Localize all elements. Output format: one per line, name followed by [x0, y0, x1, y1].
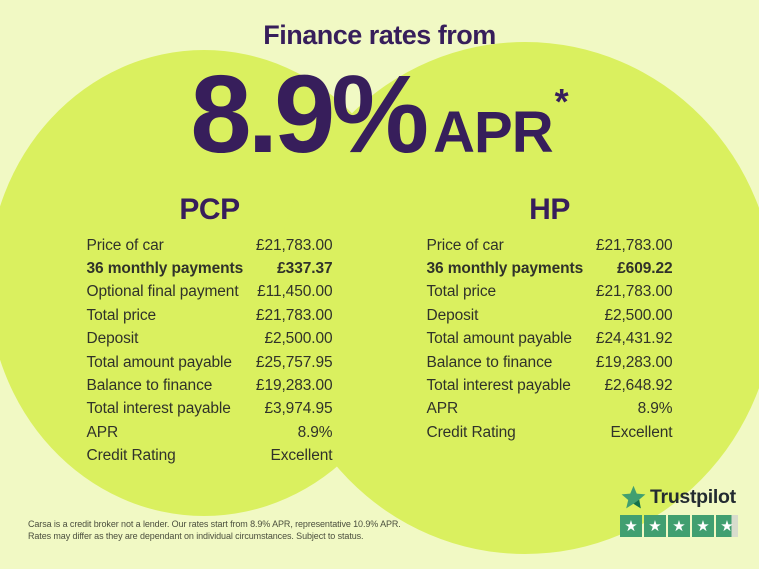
row-label: Optional final payment — [86, 283, 239, 301]
row-value: £2,648.92 — [604, 377, 673, 395]
row-label: APR — [86, 423, 119, 441]
table-row — [87, 234, 333, 257]
legal-disclaimer-line1: Carsa is a credit broker not a lender. Our rates start from 8.9% APR, representative 10.9% APR. — [28, 519, 401, 529]
legal-disclaimer — [28, 518, 428, 542]
row-label: Total price — [86, 306, 157, 324]
row-label: 36 monthly payments — [426, 260, 584, 278]
apr-rate-asterisk: * — [554, 81, 569, 122]
row-label: Deposit — [86, 330, 139, 348]
row-label: Total amount payable — [86, 353, 232, 371]
table-row — [427, 398, 673, 421]
star-icon: ★ — [720, 516, 734, 535]
finance-table-hp — [427, 193, 673, 468]
trustpilot-wordmark: Trustpilot — [650, 486, 736, 508]
trustpilot-star-box — [620, 515, 642, 537]
finance-tables — [10, 193, 749, 468]
row-label: Balance to finance — [86, 377, 213, 395]
trustpilot-star-box — [716, 515, 738, 537]
row-value: £337.37 — [277, 260, 333, 278]
row-value: £609.22 — [617, 260, 673, 278]
table-row — [427, 304, 673, 327]
table-rows-hp — [427, 234, 673, 445]
trustpilot-stars — [620, 515, 738, 537]
row-value: 8.9% — [637, 400, 673, 418]
row-value: £3,974.95 — [264, 400, 333, 418]
row-value: £11,450.00 — [257, 283, 333, 301]
trustpilot-star-box — [644, 515, 666, 537]
row-label: Total price — [426, 283, 497, 301]
row-label: Credit Rating — [86, 447, 176, 465]
row-value: £21,783.00 — [595, 236, 673, 254]
row-value: £21,783.00 — [595, 283, 673, 301]
row-value: £19,283.00 — [595, 353, 673, 371]
row-value: £25,757.95 — [255, 353, 333, 371]
trustpilot-star-box — [692, 515, 714, 537]
row-label: Total interest payable — [426, 377, 571, 395]
row-label: Credit Rating — [426, 423, 516, 441]
row-label: Balance to finance — [426, 353, 553, 371]
table-row — [87, 351, 333, 374]
row-label: Price of car — [86, 236, 164, 254]
row-value: Excellent — [270, 447, 333, 465]
finance-table-pcp — [87, 193, 333, 468]
row-value: Excellent — [610, 423, 673, 441]
table-row — [427, 234, 673, 257]
table-row — [87, 328, 333, 351]
row-label: Deposit — [426, 306, 479, 324]
trustpilot-badge[interactable] — [620, 484, 738, 537]
table-row — [427, 257, 673, 280]
table-row — [87, 398, 333, 421]
row-value: £21,783.00 — [255, 236, 333, 254]
trustpilot-star-icon — [620, 484, 647, 511]
row-value: 8.9% — [297, 423, 333, 441]
legal-disclaimer-line2: Rates may differ as they are dependant on individual circumstances. Subject to status. — [28, 531, 364, 541]
apr-rate — [0, 53, 759, 176]
star-icon: ★ — [672, 516, 686, 535]
finance-rates-title: Finance rates from — [263, 20, 496, 50]
table-row — [87, 281, 333, 304]
table-title-pcp: PCP — [179, 193, 240, 226]
row-value: £2,500.00 — [604, 306, 673, 324]
trustpilot-star-box — [668, 515, 690, 537]
row-value: £21,783.00 — [255, 306, 333, 324]
row-label: Price of car — [426, 236, 504, 254]
table-row — [87, 257, 333, 280]
trustpilot-logo — [620, 484, 738, 511]
table-row — [87, 445, 333, 468]
table-row — [427, 421, 673, 444]
table-row — [427, 281, 673, 304]
table-row — [87, 304, 333, 327]
star-icon: ★ — [648, 516, 662, 535]
table-title-hp: HP — [529, 193, 570, 226]
apr-rate-label: APR — [433, 100, 553, 165]
table-rows-pcp — [87, 234, 333, 468]
table-row — [427, 328, 673, 351]
table-row — [427, 374, 673, 397]
table-row — [87, 374, 333, 397]
row-label: APR — [426, 400, 459, 418]
row-label: 36 monthly payments — [86, 260, 244, 278]
row-label: Total amount payable — [426, 330, 572, 348]
row-value: £19,283.00 — [255, 377, 333, 395]
star-icon: ★ — [696, 516, 710, 535]
row-label: Total interest payable — [86, 400, 231, 418]
apr-rate-value: 8.9% — [190, 53, 426, 176]
row-value: £24,431.92 — [595, 330, 673, 348]
star-icon: ★ — [624, 516, 638, 535]
table-row — [87, 421, 333, 444]
table-row — [427, 351, 673, 374]
row-value: £2,500.00 — [264, 330, 333, 348]
